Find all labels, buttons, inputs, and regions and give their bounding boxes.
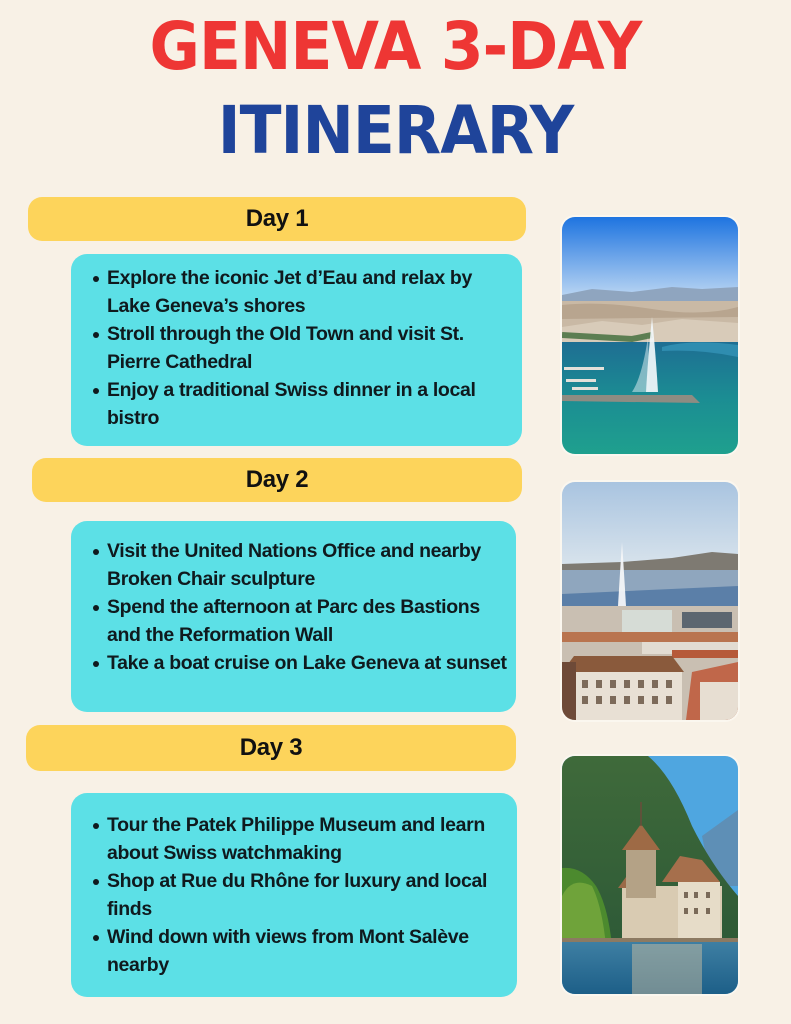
day-3-activities-card [71, 793, 517, 997]
day-1-header [28, 197, 526, 241]
day-2-photo-geneva-rooftops [562, 482, 738, 720]
activity-item: Stroll through the Old Town and visit St. Pierre Cathedral [91, 320, 514, 376]
day-2-activity-list [91, 537, 508, 677]
activity-item: Take a boat cruise on Lake Geneva at sunset [91, 649, 508, 677]
day-1-activities-card [71, 254, 522, 446]
activity-item: Wind down with views from Mont Salève nearby [91, 923, 509, 979]
day-2-header [32, 458, 522, 502]
day-1-photo-jet-deau [562, 217, 738, 454]
jet-deau-aerial-image [562, 217, 738, 454]
geneva-rooftops-image [562, 482, 738, 720]
activity-item: Enjoy a traditional Swiss dinner in a local bistro [91, 376, 514, 432]
day-3-activity-list [91, 811, 509, 979]
day-3-photo-lakeside-castle [562, 756, 738, 994]
day-1-activity-list [91, 264, 514, 432]
activity-item: Explore the iconic Jet d’Eau and relax by Lake Geneva’s shores [91, 264, 514, 320]
day-1-label: Day 1 [245, 205, 309, 232]
title-line-2: ITINERARY [217, 92, 574, 169]
day-2-label: Day 2 [245, 466, 309, 493]
lakeside-castle-image [562, 756, 738, 994]
day-3-label: Day 3 [239, 734, 303, 761]
title-line-1: GENEVA 3-DAY [149, 8, 642, 85]
activity-item: Spend the afternoon at Parc des Bastions and the Reformation Wall [91, 593, 508, 649]
day-2-activities-card [71, 521, 516, 712]
activity-item: Tour the Patek Philippe Museum and learn about Swiss watchmaking [91, 811, 509, 867]
activity-item: Shop at Rue du Rhône for luxury and local finds [91, 867, 509, 923]
day-3-header [26, 725, 516, 771]
activity-item: Visit the United Nations Office and nearby Broken Chair sculpture [91, 537, 508, 593]
